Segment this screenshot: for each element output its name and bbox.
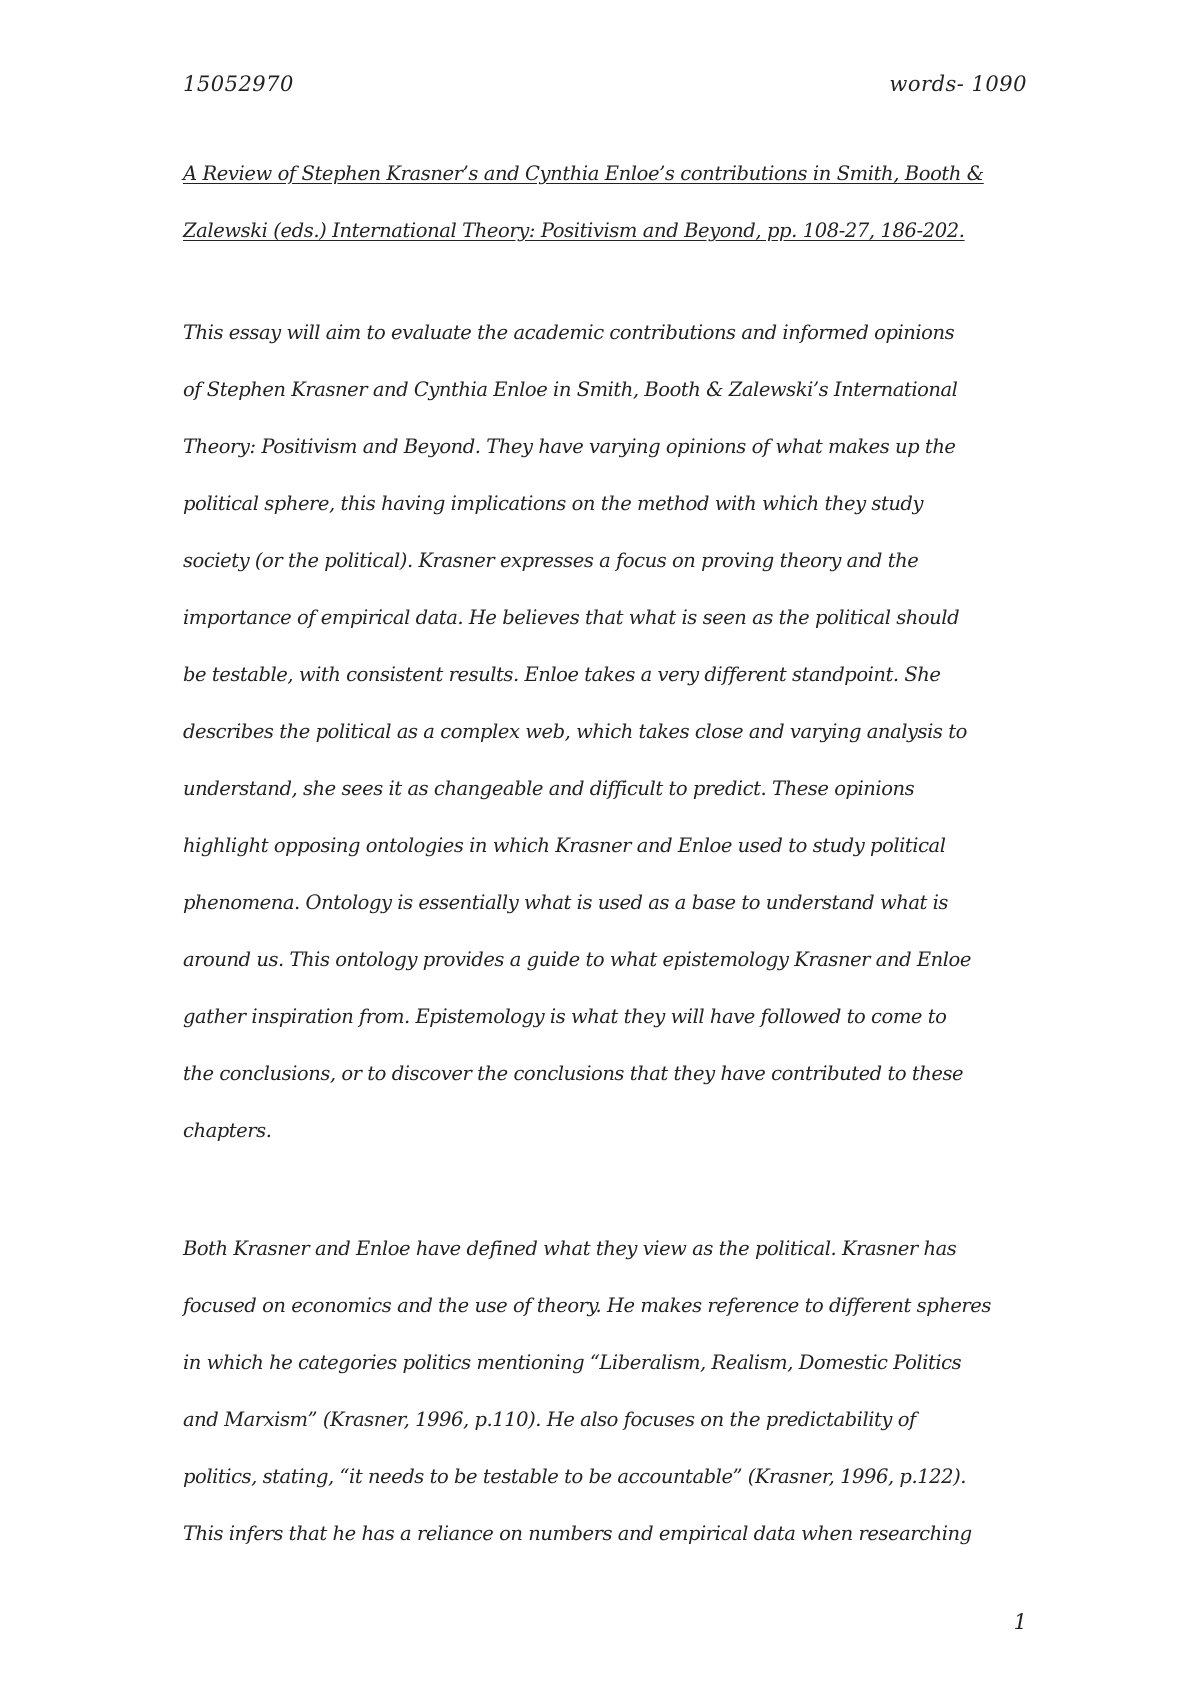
- paragraph-line: gather inspiration from. Epistemology is what they will have followed to come to: [183, 1005, 947, 1028]
- paragraph-line: be testable, with consistent results. Enloe takes a very different standpoint. She: [183, 663, 941, 686]
- word-count: words- 1090: [889, 72, 1027, 96]
- paragraph-1: [183, 304, 1033, 1159]
- page-number: 1: [1013, 1610, 1027, 1634]
- paragraph-line: This essay will aim to evaluate the academic contributions and informed opinions: [183, 321, 955, 344]
- paragraph-line: describes the political as a complex web, which takes close and varying analysis to: [183, 720, 967, 743]
- paragraph-line: chapters.: [183, 1119, 272, 1142]
- paragraph-line: politics, stating, “it needs to be testable to be accountable” (Krasner, 1996, p.122).: [183, 1465, 966, 1488]
- student-id: 15052970: [183, 72, 294, 96]
- paragraph-line: highlight opposing ontologies in which Krasner and Enloe used to study political: [183, 834, 946, 857]
- paragraph-line: of Stephen Krasner and Cynthia Enloe in Smith, Booth & Zalewski’s International: [183, 378, 958, 401]
- paragraph-line: focused on economics and the use of theory. He makes reference to different spheres: [183, 1294, 991, 1317]
- paragraph-line: society (or the political). Krasner expresses a focus on proving theory and the: [183, 549, 919, 572]
- paragraph-line: the conclusions, or to discover the conclusions that they have contributed to these: [183, 1062, 964, 1085]
- paragraph-line: Theory: Positivism and Beyond. They have varying opinions of what makes up the: [183, 435, 956, 458]
- paragraph-line: in which he categories politics mentioning “Liberalism, Realism, Domestic Politics: [183, 1351, 962, 1374]
- paragraph-line: This infers that he has a reliance on numbers and empirical data when researching: [183, 1522, 972, 1545]
- essay-title: A Review of Stephen Krasner’s and Cynthia Enloe’s contributions in Smith, Booth & Zalewski (eds.) International Theory: Positivism and Beyond, pp. 108-27, 186-202.: [183, 162, 984, 242]
- paragraph-2: [183, 1220, 1033, 1562]
- paragraph-line: and Marxism” (Krasner, 1996, p.110). He also focuses on the predictability of: [183, 1408, 916, 1431]
- paragraph-line: phenomena. Ontology is essentially what is used as a base to understand what is: [183, 891, 948, 914]
- paragraph-line: around us. This ontology provides a guide to what epistemology Krasner and Enloe: [183, 948, 971, 971]
- paragraph-line: importance of empirical data. He believes that what is seen as the political should: [183, 606, 960, 629]
- paragraph-line: understand, she sees it as changeable and difficult to predict. These opinions: [183, 777, 915, 800]
- paragraph-line: political sphere, this having implications on the method with which they study: [183, 492, 924, 515]
- paragraph-line: Both Krasner and Enloe have defined what they view as the political. Krasner has: [183, 1237, 957, 1260]
